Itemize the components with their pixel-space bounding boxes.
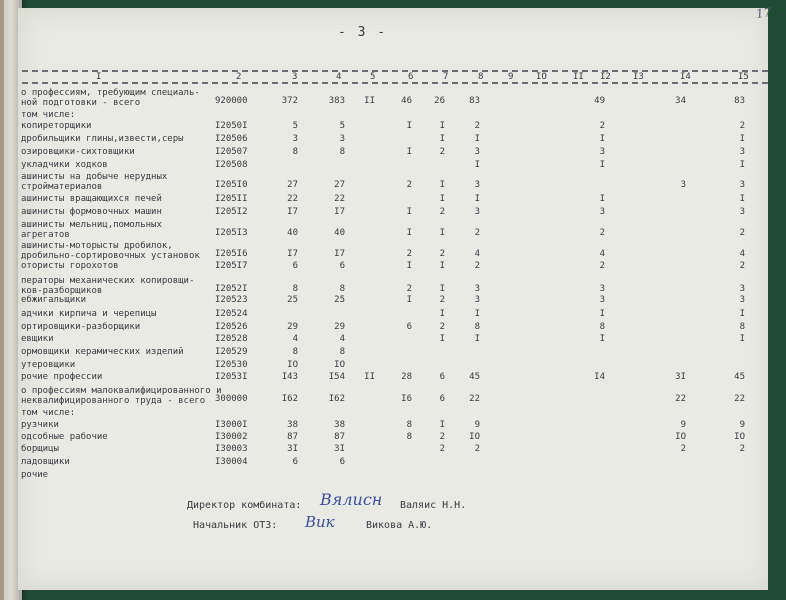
- row-cell-c15: 3: [739, 147, 745, 157]
- row-cell-c7: 6: [439, 372, 445, 382]
- row-cell-c8: 3: [474, 295, 480, 305]
- row-cell-c4: 27: [334, 180, 345, 190]
- row-code: I20524: [215, 309, 248, 319]
- row-cell-c3: I62: [281, 394, 298, 404]
- row-profession-name: борщицы: [21, 444, 59, 454]
- column-header: I: [96, 72, 102, 82]
- column-header: I4: [680, 72, 691, 82]
- row-cell-c12: 4: [599, 249, 605, 259]
- row-code: I20507: [215, 147, 248, 157]
- row-profession-name: том числе:: [21, 110, 76, 120]
- row-cell-c15: I: [739, 194, 745, 204]
- row-cell-c4: 8: [339, 347, 345, 357]
- row-code: I20506: [215, 134, 248, 144]
- row-cell-c6: 46: [401, 96, 412, 106]
- row-cell-c3: 6: [292, 261, 298, 271]
- row-cell-c12: 2: [599, 121, 605, 131]
- column-header: I5: [738, 72, 749, 82]
- row-code: I20508: [215, 160, 248, 170]
- row-cell-c4: 25: [334, 295, 345, 305]
- row-cell-c15: 2: [739, 121, 745, 131]
- row-profession-name: адчики кирпича и черепицы: [21, 309, 157, 319]
- row-profession-name: рочие профессии: [21, 372, 103, 382]
- row-code: I205I6: [215, 249, 248, 259]
- row-profession-name: ебжигальщики: [21, 295, 87, 305]
- row-cell-c7: I: [439, 420, 445, 430]
- row-cell-c7: I: [439, 180, 445, 190]
- chief-label: Начальник ОТЗ:: [193, 520, 278, 531]
- row-cell-c7: I: [439, 134, 445, 144]
- column-header: I2: [600, 72, 611, 82]
- row-profession-name: рузчики: [21, 420, 59, 430]
- row-cell-c6: I: [406, 147, 412, 157]
- row-cell-c12: I: [599, 134, 605, 144]
- row-cell-c4: 8: [339, 147, 345, 157]
- row-cell-c7: I: [439, 284, 445, 294]
- row-cell-c6: 2: [406, 180, 412, 190]
- row-code: I2050I: [215, 121, 248, 131]
- row-cell-c7: I: [439, 194, 445, 204]
- row-cell-c3: 372: [281, 96, 298, 106]
- row-cell-c12: 3: [599, 147, 605, 157]
- row-cell-c4: I54: [328, 372, 345, 382]
- row-cell-c6: 2: [406, 284, 412, 294]
- column-header: 3: [292, 72, 298, 82]
- row-code: I205I7: [215, 261, 248, 271]
- row-cell-c6: I: [406, 228, 412, 238]
- row-code: I20526: [215, 322, 248, 332]
- row-profession-name-cont: неквалифицированного труда - всего: [21, 396, 206, 406]
- row-cell-c12: I: [599, 160, 605, 170]
- row-cell-c4: 5: [339, 121, 345, 131]
- row-cell-c3: 6: [292, 457, 298, 467]
- row-profession-name: ортировщики-разборщики: [21, 322, 141, 332]
- table-header-rule: [22, 82, 768, 84]
- row-cell-c7: 2: [439, 249, 445, 259]
- row-cell-c8: I: [474, 160, 480, 170]
- row-cell-c15: 45: [734, 372, 745, 382]
- row-cell-c6: 8: [406, 432, 412, 442]
- row-profession-name: озировщики-сихтовщики: [21, 147, 135, 157]
- row-profession-name-cont: дробильно-сортировочных установок: [21, 251, 200, 261]
- row-cell-c12: 3: [599, 295, 605, 305]
- row-cell-c15: 8: [739, 322, 745, 332]
- row-cell-c15: 3: [739, 284, 745, 294]
- row-cell-c12: 2: [599, 228, 605, 238]
- row-profession-name: о профессиям малоквалифицированного и: [21, 386, 222, 396]
- row-cell-c3: 3I: [287, 444, 298, 454]
- row-cell-c15: IO: [734, 432, 745, 442]
- column-header: 8: [478, 72, 484, 82]
- row-profession-name-cont: ной подготовки - всего: [21, 98, 141, 108]
- row-cell-c4: I62: [328, 394, 345, 404]
- row-cell-c7: 6: [439, 394, 445, 404]
- row-cell-c7: 26: [434, 96, 445, 106]
- row-cell-c6: I6: [401, 394, 412, 404]
- row-cell-c7: I: [439, 309, 445, 319]
- row-cell-c6: 6: [406, 322, 412, 332]
- row-cell-c3: 4: [292, 334, 298, 344]
- row-cell-c12: I4: [594, 372, 605, 382]
- row-cell-c4: 22: [334, 194, 345, 204]
- row-profession-name: рочие: [21, 470, 49, 480]
- row-cell-c4: 38: [334, 420, 345, 430]
- row-cell-c14: 2: [680, 444, 686, 454]
- row-cell-c7: I: [439, 228, 445, 238]
- row-cell-c8: 45: [469, 372, 480, 382]
- row-cell-c3: I7: [287, 207, 298, 217]
- row-cell-c4: 87: [334, 432, 345, 442]
- column-header: 4: [336, 72, 342, 82]
- row-cell-c14: IO: [675, 432, 686, 442]
- row-cell-c15: 3: [739, 295, 745, 305]
- column-header: 9: [508, 72, 514, 82]
- row-cell-c12: I: [599, 309, 605, 319]
- chief-signature: Вик: [305, 513, 335, 531]
- row-cell-c15: 9: [739, 420, 745, 430]
- row-cell-c8: 4: [474, 249, 480, 259]
- row-profession-name: ормовщики керамических изделий: [21, 347, 184, 357]
- row-profession-name: ператоры механических копировщи-: [21, 276, 195, 286]
- director-label: Директор комбината:: [187, 500, 302, 511]
- row-cell-c6: I: [406, 295, 412, 305]
- row-profession-name: о профессиям, требующим специаль-: [21, 88, 200, 98]
- row-cell-c8: 22: [469, 394, 480, 404]
- right-binding: [768, 0, 786, 600]
- row-cell-c8: 2: [474, 228, 480, 238]
- row-cell-c15: I: [739, 334, 745, 344]
- row-code: I205I0: [215, 180, 248, 190]
- row-cell-c8: I: [474, 309, 480, 319]
- row-cell-c15: 3: [739, 207, 745, 217]
- row-cell-c7: 2: [439, 444, 445, 454]
- row-code: I30004: [215, 457, 248, 467]
- row-profession-name: утеровщики: [21, 360, 76, 370]
- row-cell-c8: 3: [474, 207, 480, 217]
- row-cell-c7: 2: [439, 432, 445, 442]
- row-profession-name: ашинисты формовочных машин: [21, 207, 162, 217]
- row-cell-c6: I: [406, 121, 412, 131]
- row-cell-c3: 5: [292, 121, 298, 131]
- row-cell-c3: I43: [281, 372, 298, 382]
- left-page-binding: [0, 0, 4, 600]
- row-cell-c8: 2: [474, 121, 480, 131]
- row-cell-c14: 22: [675, 394, 686, 404]
- row-cell-c6: 2: [406, 249, 412, 259]
- row-profession-name: ашинисты мельниц,помольных: [21, 220, 162, 230]
- row-cell-c3: 38: [287, 420, 298, 430]
- row-cell-c7: I: [439, 121, 445, 131]
- row-cell-c8: 9: [474, 420, 480, 430]
- row-cell-c14: 3I: [675, 372, 686, 382]
- folio-number: 17: [755, 5, 773, 21]
- column-header: IO: [536, 72, 547, 82]
- row-profession-name: отористы горохотов: [21, 261, 119, 271]
- row-cell-c6: I: [406, 207, 412, 217]
- row-profession-name: укладчики ходков: [21, 160, 108, 170]
- row-cell-c3: 8: [292, 347, 298, 357]
- row-cell-c8: I: [474, 134, 480, 144]
- row-cell-c15: 2: [739, 261, 745, 271]
- row-cell-c4: IO: [334, 360, 345, 370]
- row-cell-c15: 2: [739, 444, 745, 454]
- row-cell-c12: 8: [599, 322, 605, 332]
- row-cell-c8: 2: [474, 444, 480, 454]
- row-cell-c3: 27: [287, 180, 298, 190]
- column-header: II: [573, 72, 584, 82]
- row-cell-c7: I: [439, 334, 445, 344]
- row-cell-c14: 34: [675, 96, 686, 106]
- row-code: 300000: [215, 394, 248, 404]
- row-cell-c15: I: [739, 134, 745, 144]
- row-cell-c15: 4: [739, 249, 745, 259]
- row-cell-c3: 8: [292, 284, 298, 294]
- row-cell-c7: 2: [439, 147, 445, 157]
- row-code: I205I2: [215, 207, 248, 217]
- row-code: I2053I: [215, 372, 248, 382]
- row-cell-c6: 8: [406, 420, 412, 430]
- row-cell-c12: I: [599, 194, 605, 204]
- row-cell-c15: 3: [739, 180, 745, 190]
- column-header: 2: [236, 72, 242, 82]
- row-cell-c3: 87: [287, 432, 298, 442]
- row-code: I2052I: [215, 284, 248, 294]
- row-cell-c8: IO: [469, 432, 480, 442]
- row-cell-c7: I: [439, 261, 445, 271]
- row-profession-name: ладовщики: [21, 457, 70, 467]
- row-profession-name-cont: ков-разборщиков: [21, 286, 103, 296]
- row-cell-c8: 3: [474, 147, 480, 157]
- table-top-rule: [22, 70, 768, 72]
- row-profession-name: том числе:: [21, 408, 76, 418]
- row-cell-c15: I: [739, 309, 745, 319]
- row-code: I20523: [215, 295, 248, 305]
- row-cell-c15: I: [739, 160, 745, 170]
- row-cell-c8: 8: [474, 322, 480, 332]
- row-cell-c12: I: [599, 334, 605, 344]
- row-cell-c15: 22: [734, 394, 745, 404]
- row-cell-c12: 3: [599, 284, 605, 294]
- row-profession-name: ашинисты на добыче нерудных: [21, 172, 168, 182]
- page-number: - 3 -: [338, 25, 388, 40]
- row-cell-c4: 383: [328, 96, 345, 106]
- row-cell-c4: 6: [339, 261, 345, 271]
- row-code: I30003: [215, 444, 248, 454]
- row-code: I205II: [215, 194, 248, 204]
- row-cell-c15: 83: [734, 96, 745, 106]
- row-profession-name: ашинисты-моторысты дробилок,: [21, 241, 173, 251]
- row-cell-c5: II: [364, 96, 375, 106]
- row-cell-c3: 8: [292, 147, 298, 157]
- row-cell-c14: 3: [680, 180, 686, 190]
- row-cell-c14: 9: [680, 420, 686, 430]
- column-header: 7: [443, 72, 449, 82]
- row-cell-c3: IO: [287, 360, 298, 370]
- row-cell-c4: 3: [339, 134, 345, 144]
- row-code: I20529: [215, 347, 248, 357]
- row-profession-name-cont: агрегатов: [21, 230, 70, 240]
- column-header: I3: [633, 72, 644, 82]
- row-profession-name: одсобные рабочие: [21, 432, 108, 442]
- row-cell-c3: 22: [287, 194, 298, 204]
- row-profession-name: евщики: [21, 334, 54, 344]
- row-cell-c8: I: [474, 194, 480, 204]
- director-signature: Вялисн: [320, 490, 383, 509]
- row-cell-c12: 2: [599, 261, 605, 271]
- row-cell-c4: I7: [334, 249, 345, 259]
- row-cell-c3: 25: [287, 295, 298, 305]
- row-cell-c5: II: [364, 372, 375, 382]
- row-cell-c4: 8: [339, 284, 345, 294]
- row-cell-c3: 40: [287, 228, 298, 238]
- row-profession-name: дробильщики глины,извести,серы: [21, 134, 184, 144]
- row-cell-c3: 3: [292, 134, 298, 144]
- row-profession-name: ашинисты вращающихся печей: [21, 194, 162, 204]
- row-cell-c7: 2: [439, 322, 445, 332]
- director-name: Валяис Н.Н.: [400, 500, 467, 511]
- row-cell-c8: I: [474, 334, 480, 344]
- row-cell-c15: 2: [739, 228, 745, 238]
- row-cell-c8: 3: [474, 284, 480, 294]
- row-code: I20530: [215, 360, 248, 370]
- row-code: I205I3: [215, 228, 248, 238]
- row-cell-c6: 28: [401, 372, 412, 382]
- row-cell-c7: 2: [439, 295, 445, 305]
- row-cell-c3: 29: [287, 322, 298, 332]
- row-cell-c4: 3I: [334, 444, 345, 454]
- row-code: I3000I: [215, 420, 248, 430]
- row-cell-c4: 40: [334, 228, 345, 238]
- row-cell-c12: 49: [594, 96, 605, 106]
- row-cell-c4: 6: [339, 457, 345, 467]
- row-cell-c4: 29: [334, 322, 345, 332]
- row-cell-c8: 83: [469, 96, 480, 106]
- row-profession-name: копиреторщики: [21, 121, 92, 131]
- row-code: I30002: [215, 432, 248, 442]
- row-cell-c8: 2: [474, 261, 480, 271]
- row-cell-c4: I7: [334, 207, 345, 217]
- column-header: 6: [408, 72, 414, 82]
- row-code: 920000: [215, 96, 248, 106]
- row-cell-c3: I7: [287, 249, 298, 259]
- row-profession-name-cont: стройматериалов: [21, 182, 103, 192]
- row-cell-c12: 3: [599, 207, 605, 217]
- column-header: 5: [370, 72, 376, 82]
- row-cell-c7: 2: [439, 207, 445, 217]
- row-cell-c8: 3: [474, 180, 480, 190]
- row-cell-c4: 4: [339, 334, 345, 344]
- row-code: I20528: [215, 334, 248, 344]
- row-cell-c6: I: [406, 261, 412, 271]
- chief-name: Викова А.Ю.: [366, 520, 433, 531]
